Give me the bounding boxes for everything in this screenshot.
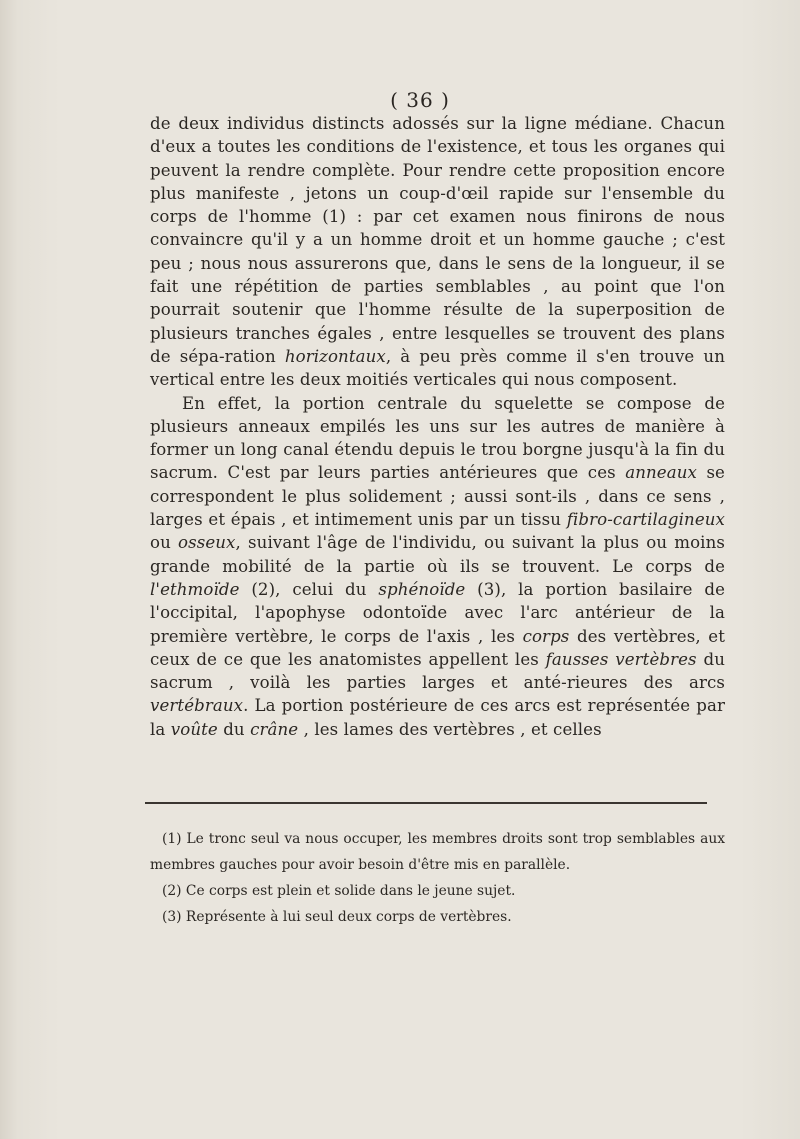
paragraph-2-text-a: En effet, la portion centrale du squelette se compose de plusieurs anneaux empilés les uns sur les autres de manière à former un long canal étendu depuis le trou borgne jusqu'à la fin du sacrum. C'est par leurs parties antérieures que ces [150, 393, 725, 483]
paragraph-2-text-e: (2), celui du [239, 579, 379, 599]
paragraph-1-end: , à peu près comme il s'en trouve un vertical entre les deux moitiés verticales qui nous composent. [150, 346, 725, 390]
italic-voute: voûte [170, 719, 218, 739]
italic-vertebraux: vertébraux [150, 696, 244, 716]
italic-corps: corps [522, 626, 570, 646]
italic-fibro-cartilagineux: fibro-cartilagineux [566, 510, 725, 530]
footnotes [150, 826, 725, 930]
paragraph-2-text-c: ou [150, 533, 179, 553]
italic-fausses-vertebres: fausses vertèbres [545, 649, 697, 669]
footnote-3: (3) Représente à lui seul deux corps de vertèbres. [162, 909, 512, 925]
italic-sphenoide: sphénoïde [378, 579, 466, 599]
italic-osseux: osseux [178, 533, 236, 553]
paragraph-2 [150, 392, 725, 741]
body-text [150, 112, 725, 741]
paragraph-2-text-j: du [217, 719, 251, 739]
paragraph-1-text: de deux individus distincts adossés sur la ligne médiane. Chacun d'eux a toutes les conditions de l'existence, et tous les organes qui peuvent la rendre complète. Pour rendre cette proposition encore plus manifeste , jetons un coup-d'œil rapide sur l'ensemble du corps de l'homme (1) : par cet examen nous finirons de nous convaincre qu'il y a un homme droit et un homme gauche ; c'est peu ; nous nous assurerons que, dans le sens de la longueur, il se fait une répétition de parties semblables , au point que l'on pourrait soutenir que l'homme résulte de la superposition de plusieurs tranches égales , entre lesquelles se trouvent des plans de sépa-ration [150, 114, 725, 366]
paragraph-2-text-i: . La portion postérieure de ces arcs est représentée par la [150, 696, 725, 739]
footnote-1: (1) Le tronc seul va nous occuper, les membres droits sont trop semblables aux membres gauches pour avoir besoin d'être mis en parallèle. [150, 831, 725, 873]
paragraph-2-text-h: du sacrum , voilà les parties larges et anté-rieures des arcs [150, 649, 725, 693]
paragraph-2-text-f: (3), la portion basilaire de l'occipital, l'apophyse odontoïde avec l'arc antérieur de la première vertèbre, le corps de l'axis , les [150, 579, 725, 646]
paragraph-2-text-d: , suivant l'âge de l'individu, ou suivant la plus ou moins grande mobilité de la partie où ils se trouvent. Le corps de [150, 533, 725, 576]
italic-ethmoide: l'ethmoïde [150, 579, 240, 599]
paragraph-1 [150, 112, 725, 392]
italic-crane: crâne [250, 719, 299, 739]
footnote-2: (2) Ce corps est plein et solide dans le jeune sujet. [162, 883, 516, 899]
italic-horizontaux: horizontaux [284, 346, 386, 366]
page-number: ( 36 ) [390, 88, 450, 112]
italic-anneaux: anneaux [625, 463, 697, 483]
paragraph-2-text-b: se correspondent le plus solidement ; aussi sont-ils , dans ce sens , larges et épais , et intimement unis par un tissu [150, 463, 725, 530]
footnote-divider [145, 802, 707, 804]
paragraph-2-text-g: des vertèbres, et ceux de ce que les anatomistes appellent les [150, 626, 725, 669]
paragraph-2-text-k: , les lames des vertèbres , et celles [298, 719, 602, 739]
